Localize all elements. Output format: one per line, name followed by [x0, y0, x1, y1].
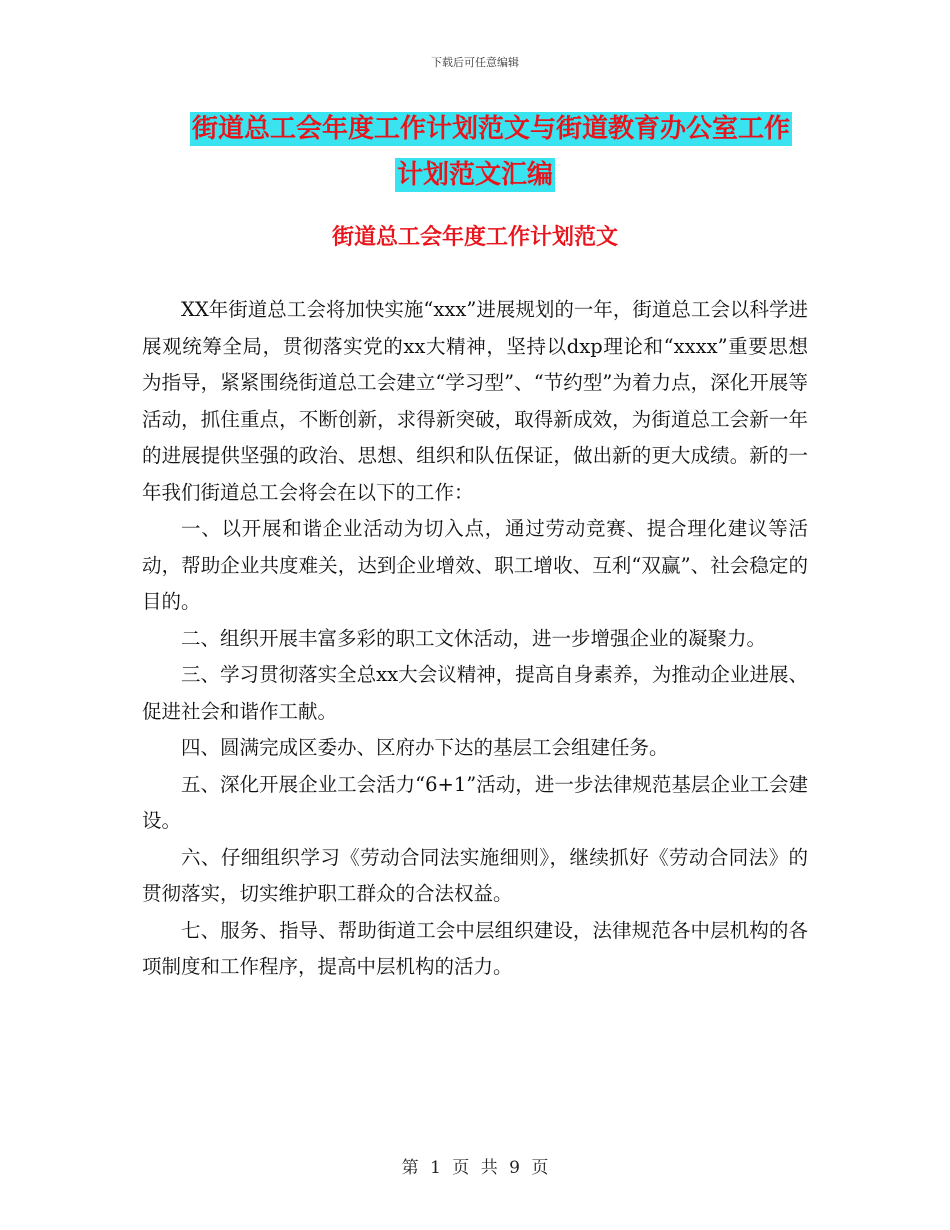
paragraph-item-5: 五、深化开展企业工会活力“6+1”活动，进一步法律规范基层企业工会建设。: [142, 772, 808, 832]
document-title-line-1: [190, 106, 810, 152]
paragraph-item-2: 二、组织开展丰富多彩的职工文休活动，进一步增强企业的凝聚力。: [181, 626, 767, 650]
paragraph-intro: XX年街道总工会将加快实施“xxx”进展规划的一年，街道总工会以科学进展观统筹全局，贯彻落实党的xx大精神，坚持以dxp理论和“xxxx”重要思想为指导，紧紧围绕街道总工会建立“学习型”、“节约型”为着力点，深化开展等活动，抓住重点，不断创新，求得新突破，取得新成效，为街道总工会新一年的进展提供坚强的政治、思想、组织和队伍保证，做出新的更大成绩。新的一年我们街道总工会将会在以下的工作：: [142, 298, 808, 504]
document-title-line-2: [0, 152, 950, 198]
paragraph-item-7: 七、服务、指导、帮助街道工会中层组织建设，法律规范各中层机构的各项制度和工作程序，提高中层机构的活力。: [142, 918, 808, 978]
paragraph-item-3: 三、学习贯彻落实全总xx大会议精神，提高自身素养，为推动企业进展、促进社会和谐作工献。: [142, 663, 808, 723]
paragraph-item-6: 六、仔细组织学习《劳动合同法实施细则》，继续抓好《劳动合同法》的贯彻落实，切实维护职工群众的合法权益。: [142, 845, 808, 905]
document-body: [142, 292, 808, 986]
paragraph-item-4: 四、圆满完成区委办、区府办下达的基层工会组建任务。: [181, 736, 669, 759]
document-title-text-2: 计划范文汇编: [396, 160, 553, 190]
page-number: 第 1 页 共 9 页: [401, 1158, 549, 1178]
document-title-text-1: 街道总工会年度工作计划范文与街道教育办公室工作: [192, 114, 791, 144]
section-title: 街道总工会年度工作计划范文: [331, 224, 618, 250]
paragraph-item-1: 一、以开展和谐企业活动为切入点，通过劳动竞赛、提合理化建议等活动，帮助企业共度难关，达到企业增效、职工增收、互利“双赢”、社会稳定的目的。: [142, 517, 808, 613]
header-note: 下载后可任意编辑: [431, 56, 519, 69]
